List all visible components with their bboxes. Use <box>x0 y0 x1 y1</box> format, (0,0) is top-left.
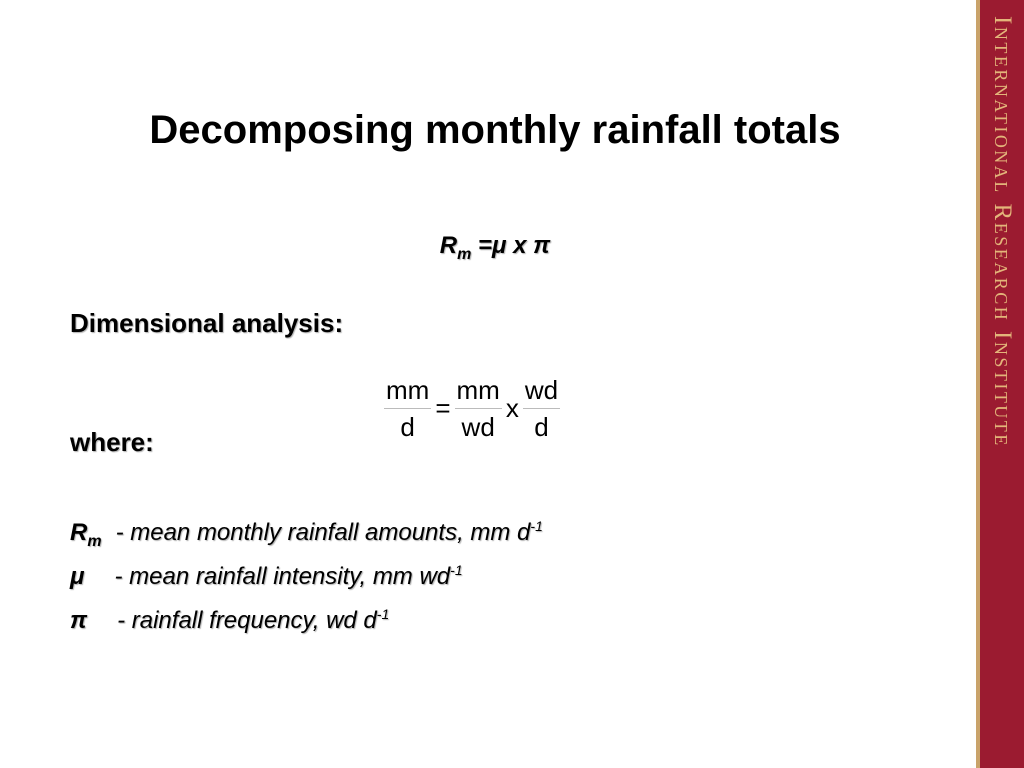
fraction-frequency <box>523 374 560 443</box>
symbol-letter: R <box>70 519 88 546</box>
dimensional-equation <box>384 374 560 443</box>
fraction-intensity-denominator: wd <box>461 412 495 442</box>
fraction-lhs-denominator: d <box>400 412 415 442</box>
main-equation-lhs-subscript: m <box>457 245 472 263</box>
times-sign: x <box>505 393 519 423</box>
fraction-lhs <box>384 374 431 443</box>
equals-sign: = <box>435 393 451 423</box>
symbol-subscript: m <box>87 532 102 550</box>
definition-symbol <box>70 519 102 551</box>
definition-symbol: π <box>70 607 88 634</box>
definition-mu <box>70 562 463 591</box>
main-equation <box>0 232 990 264</box>
fraction-bar <box>523 408 560 409</box>
main-equation-lhs: R <box>439 232 458 259</box>
definition-pi <box>70 606 389 635</box>
definition-text: - rainfall frequency, wd d <box>117 607 377 634</box>
where-heading: where: <box>70 427 154 457</box>
definition-text: - mean monthly rainfall amounts, mm d <box>115 519 531 546</box>
definition-text: - mean rainfall intensity, mm wd <box>114 563 451 590</box>
fraction-lhs-numerator: mm <box>386 375 430 405</box>
definition-symbol: μ <box>70 563 85 590</box>
definition-rm <box>70 518 543 551</box>
fraction-bar <box>455 408 502 409</box>
fraction-frequency-denominator: d <box>534 412 549 442</box>
slide-title: Decomposing monthly rainfall totals <box>149 108 841 152</box>
fraction-intensity-numerator: mm <box>456 375 500 405</box>
fraction-frequency-numerator: wd <box>524 375 559 405</box>
definition-exponent: -1 <box>450 562 463 578</box>
institute-name: International Research Institute <box>989 16 1016 448</box>
dimensional-analysis-heading: Dimensional analysis: <box>70 308 344 338</box>
fraction-intensity <box>455 374 502 443</box>
definition-exponent: -1 <box>376 606 390 622</box>
definition-exponent: -1 <box>530 518 543 534</box>
main-equation-rhs: =μ x π <box>471 232 551 259</box>
fraction-bar <box>384 408 431 409</box>
